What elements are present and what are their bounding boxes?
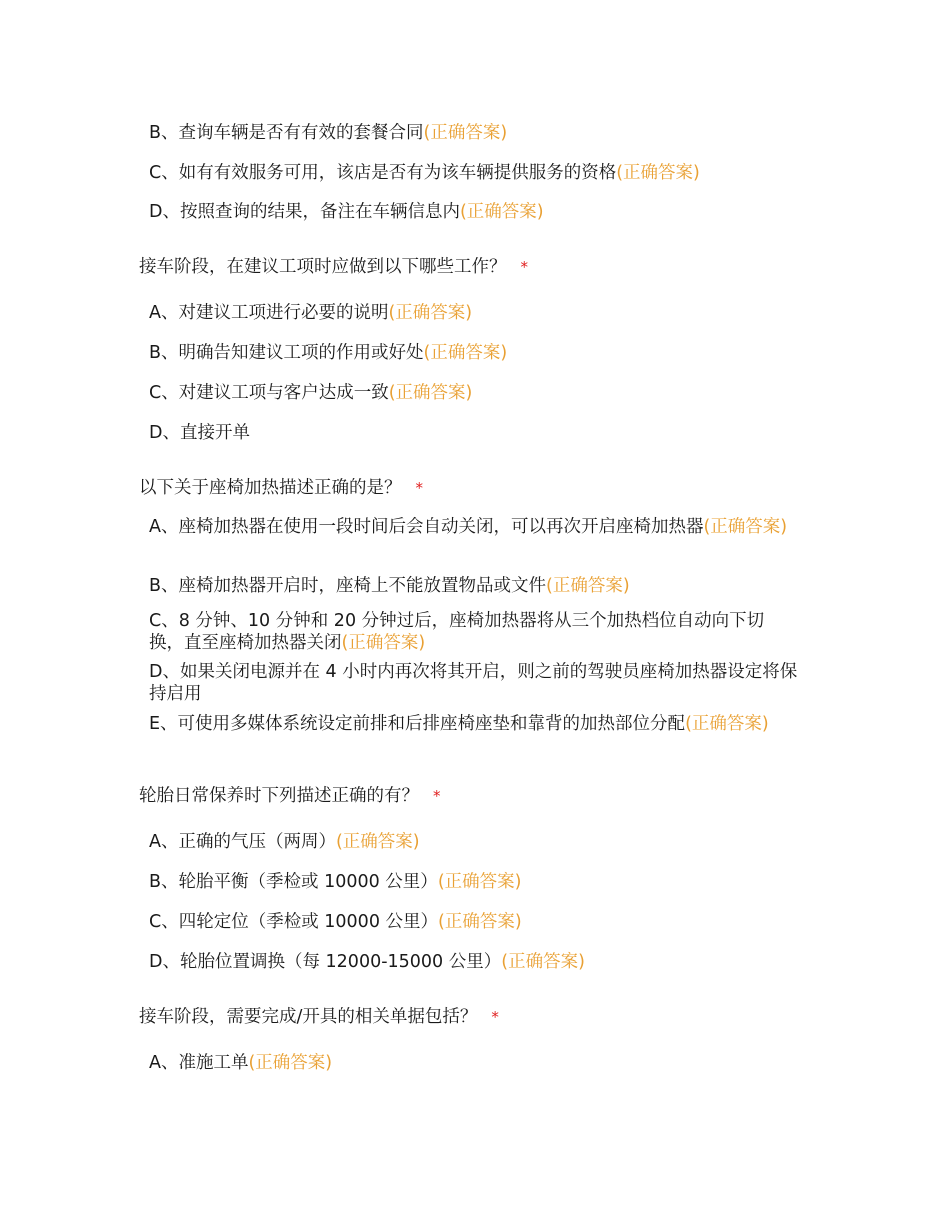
option-a [149, 302, 809, 324]
option-text: A、对建议工项进行必要的说明 [149, 303, 389, 323]
correct-answer-tag: (正确答案) [335, 832, 420, 852]
option-text: A、正确的气压（两周） [149, 832, 336, 852]
correct-answer-tag: (正确答案) [388, 383, 473, 403]
required-mark: * [415, 479, 423, 497]
question-text: 接车阶段，需要完成/开具的相关单据包括？ [139, 1007, 478, 1027]
question-title [139, 256, 528, 278]
option-text: C、对建议工项与客户达成一致 [149, 383, 389, 403]
required-mark: * [520, 258, 528, 276]
question-title [139, 1006, 499, 1028]
correct-answer-tag: (正确答案) [501, 952, 585, 972]
correct-answer-tag: (正确答案) [423, 123, 508, 143]
option-text: D、按照查询的结果，备注在车辆信息内 [149, 202, 460, 222]
option-a [149, 1052, 809, 1074]
correct-answer-tag: (正确答案) [616, 163, 700, 183]
option-b [149, 871, 809, 893]
required-mark: * [433, 787, 441, 805]
option-text: B、明确告知建议工项的作用或好处 [149, 343, 424, 363]
option-c [149, 382, 809, 404]
option-text: D、轮胎位置调换（每 12000-15000 公里） [149, 952, 502, 972]
option-text: C、8 分钟、10 分钟和 20 分钟过后，座椅加热器将从三个加热档位自动向下切换，直至座椅加热器关闭 [149, 611, 765, 653]
option-text: A、座椅加热器在使用一段时间后会自动关闭，可以再次开启座椅加热器 [149, 517, 704, 537]
option-b [149, 342, 809, 364]
question-text: 以下关于座椅加热描述正确的是？ [139, 478, 402, 498]
option-text: D、直接开单 [149, 423, 250, 443]
option-d [149, 201, 809, 223]
correct-answer-tag: (正确答案) [703, 517, 788, 537]
correct-answer-tag: (正确答案) [341, 633, 426, 653]
option-text: B、轮胎平衡（季检或 10000 公里） [149, 872, 438, 892]
question-title [139, 785, 441, 807]
option-text: C、如有有效服务可用，该店是否有为该车辆提供服务的资格 [149, 163, 617, 183]
option-e [149, 713, 789, 735]
option-text: E、可使用多媒体系统设定前排和后排座椅座垫和靠背的加热部位分配 [149, 714, 686, 734]
option-b [149, 575, 809, 597]
option-a [149, 516, 809, 538]
correct-answer-tag: (正确答案) [423, 343, 508, 363]
option-d [149, 661, 799, 705]
option-text: B、查询车辆是否有有效的套餐合同 [149, 123, 424, 143]
option-d [149, 951, 809, 973]
question-text: 轮胎日常保养时下列描述正确的有？ [139, 786, 419, 806]
correct-answer-tag: (正确答案) [546, 576, 630, 596]
option-d [149, 422, 809, 444]
option-c [149, 911, 809, 933]
correct-answer-tag: (正确答案) [685, 714, 769, 734]
correct-answer-tag: (正确答案) [437, 872, 522, 892]
correct-answer-tag: (正确答案) [459, 202, 544, 222]
option-text: A、准施工单 [149, 1053, 249, 1073]
option-a [149, 831, 809, 853]
correct-answer-tag: (正确答案) [248, 1053, 333, 1073]
option-text: C、四轮定位（季检或 10000 公里） [149, 912, 439, 932]
question-title [139, 477, 423, 499]
option-c [149, 610, 789, 654]
correct-answer-tag: (正确答案) [388, 303, 473, 323]
option-text: D、如果关闭电源并在 4 小时内再次将其开启，则之前的驾驶员座椅加热器设定将保持启用 [149, 662, 798, 704]
option-b [149, 122, 809, 144]
required-mark: * [491, 1008, 499, 1026]
option-text: B、座椅加热器开启时，座椅上不能放置物品或文件 [149, 576, 547, 596]
option-c [149, 162, 809, 184]
question-text: 接车阶段，在建议工项时应做到以下哪些工作？ [139, 257, 507, 277]
correct-answer-tag: (正确答案) [438, 912, 522, 932]
